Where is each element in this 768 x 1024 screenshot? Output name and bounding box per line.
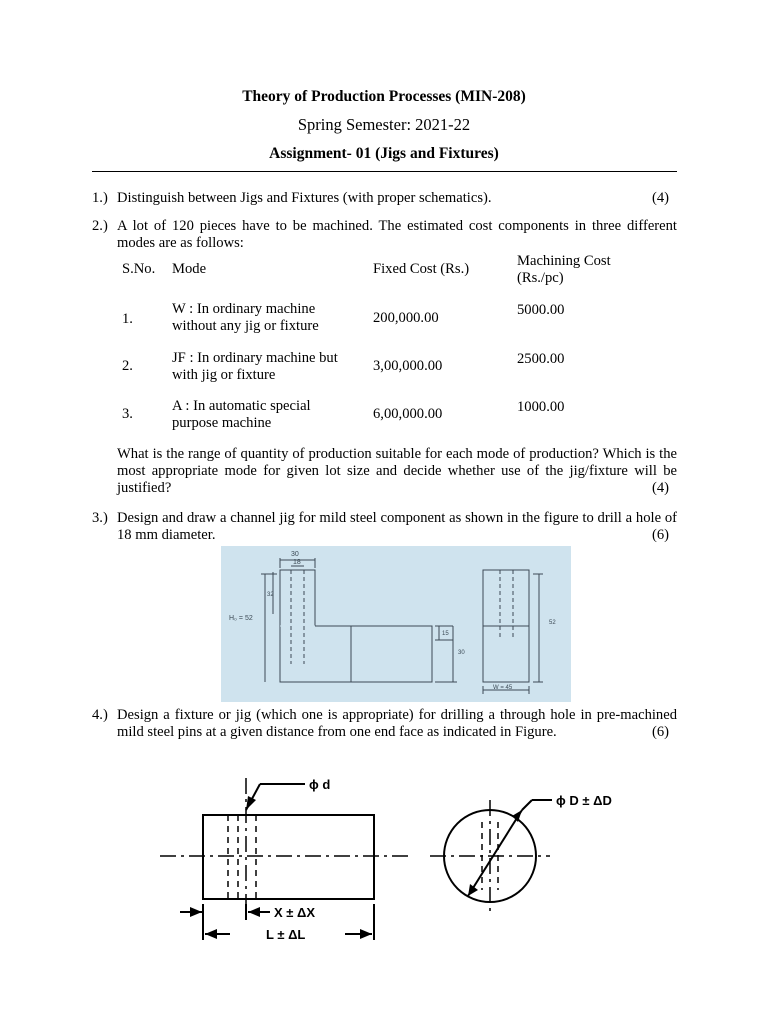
label-hole-distance: X ± ΔX [274,905,316,920]
table-row-1-fixed-cost: 200,000.00 [373,310,439,326]
question-4-marks: (6) [651,724,669,740]
semester-line: Spring Semester: 2021-22 [297,115,471,134]
question-2-follow-up-text: What is the range of quantity of production suitable for each mode of production? Which is the most appropriate mode for given lot size and decide whether use of the jig/fixture will be justified? [117,446,677,496]
question-4-text: Design a fixture or jig (which one is appropriate) for drilling a through hole in pre-machined mild steel pins at a given distance from one end face as indicated in Figure. [117,707,677,740]
question-1-number: 1.) [92,190,108,206]
pin-drawing [160,770,640,950]
table-row-2-fixed-cost: 3,00,000.00 [373,358,443,374]
question-4 [92,707,677,741]
dim-step-height: 15 [442,631,449,637]
header-divider [92,171,677,172]
label-pin-length: L ± ΔL [266,927,306,942]
dim-hole-depth: 32 [267,592,274,598]
course-title: Theory of Production Processes (MIN-208) [242,88,526,105]
pin-drawing-figure [160,770,640,950]
question-1-text: Distinguish between Jigs and Fixtures (with proper schematics). [117,190,492,206]
question-3-marks: (6) [651,527,669,543]
label-pin-diameter: ϕ D ± ΔD [556,793,612,808]
dim-top-width: 30 [291,551,299,558]
question-2-text: A lot of 120 pieces have to be machined. The estimated cost components in three different modes are as follows: [117,218,677,251]
table-row-1-sno: 1. [122,311,133,327]
assignment-title: Assignment- 01 (Jigs and Fixtures) [269,145,499,162]
dim-base-height: 30 [458,650,465,656]
table-row-2-sno: 2. [122,358,133,374]
question-1 [92,190,677,207]
table-header-mode: Mode [172,261,207,277]
table-header-fixed-cost: Fixed Cost (Rs.) [373,261,470,277]
question-3 [92,510,677,544]
dim-hole-diameter: 18 [293,559,301,566]
table-header-machining-unit: (Rs./pc) [517,270,564,286]
table-row-1-mode-line2: without any jig or fixture [172,318,319,334]
table-row-2-machining-cost: 2500.00 [517,351,565,367]
question-3-text: Design and draw a channel jig for mild steel component as shown in the figure to drill a hole of 18 mm diameter. [117,510,677,543]
table-header-machining-cost: Machining Cost [517,253,611,269]
question-2-marks: (4) [651,480,669,496]
table-row-3-fixed-cost: 6,00,000.00 [373,406,443,422]
question-3-number: 3.) [92,510,108,526]
question-1-marks: (4) [651,190,669,206]
table-row-3-sno: 3. [122,406,133,422]
question-2-number: 2.) [92,218,108,234]
table-row-3-machining-cost: 1000.00 [517,399,565,415]
component-drawing [221,546,571,702]
table-row-3-mode-line2: purpose machine [172,415,272,431]
dim-side-height: 52 [549,620,556,626]
dim-overall-height: H₀ = 52 [229,615,253,622]
front-view-boss [280,570,315,626]
dim-width: W = 45 [493,685,513,691]
component-drawing-figure [221,546,571,702]
table-header-sno: S.No. [122,261,156,277]
front-view-base [280,626,432,682]
table-row-2-mode-line2: with jig or fixture [172,367,276,383]
table-row-1-mode-line1: W : In ordinary machine [172,301,316,317]
question-2 [92,218,677,252]
table-row-2-mode-line1: JF : In ordinary machine but [172,350,338,366]
table-row-3-mode-line1: A : In automatic special [172,398,311,414]
question-2-follow-up [92,446,677,497]
question-4-number: 4.) [92,707,108,723]
table-row-1-machining-cost: 5000.00 [517,302,565,318]
label-hole-diameter: ϕ d [309,777,331,792]
